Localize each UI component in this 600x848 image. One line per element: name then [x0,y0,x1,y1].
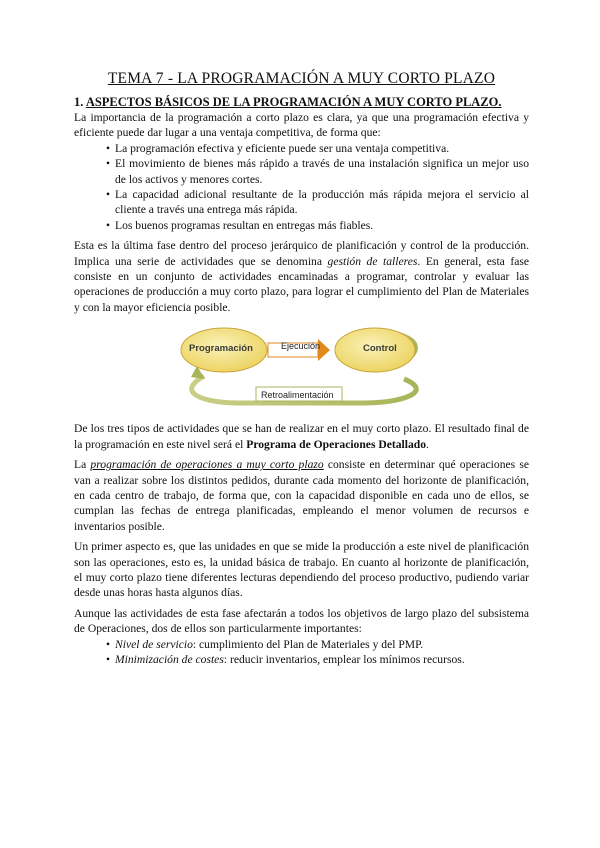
term-programacion-operaciones: programación de operaciones a muy corto plazo [90,458,324,472]
definition-paragraph [74,457,529,534]
activities-paragraph [74,421,529,452]
section-number: 1. [74,95,84,109]
text-run: La [74,458,91,472]
document-page [74,70,529,667]
text-run: De los tres tipos de actividades que se han de realizar en el muy corto plazo. El resultado final de la programación en este nivel será el [74,422,529,451]
objective-term: Minimización de costes [115,652,224,666]
section-title: ASPECTOS BÁSICOS DE LA PROGRAMACIÓN A MUY CORTO PLAZO. [85,95,502,109]
section-heading [74,95,529,110]
list-item: • Los buenos programas resultan en entregas más fiables. [106,218,529,233]
text-run: . En general, esta fase consiste en un conjunto de actividades encaminadas a programar, controlar y evaluar las operaciones de producción a muy corto plazo, para lograr el cumplimiento del Plan de Materiales y con la mayor eficiencia posible. [74,254,530,314]
units-paragraph: Un primer aspecto es, que las unidades en que se mide la producción a este nivel de planificación son las operaciones, esto es, la unidad básica de trabajo. En cuanto al horizonte de planificación, el muy corto plazo tiene diferentes lecturas dependiendo del proceso productivo, pudiendo variar desde unas horas hasta algunos días. [74,540,529,600]
list-item: • La programación efectiva y eficiente puede ser una ventaja competitiva. [106,141,529,156]
objectives-list [74,637,529,668]
list-item: • El movimiento de bienes más rápido a través de una instalación significa un mejor uso de los activos y menores cortes. [106,156,529,187]
text-run: consiste en determinar qué operaciones se van a realizar sobre los distintos pedidos, durante cada momento del horizonte de planificación, en cada centro de trabajo, de forma que, con la capacidad disponible en cada uno de ellos, se cumplan las fechas de entrega planificadas, empleando el menor volumen de recursos e inventarios posible. [74,458,529,533]
intro-paragraph: La importancia de la programación a corto plazo es clara, ya que una programación efectiva y eficiente puede dar lugar a una ventaja competitiva, de forma que: [74,111,529,140]
objective-text: : reducir inventarios, emplear los mínimos recursos. [223,652,465,666]
text-run: Esta es la última fase dentro del proceso jerárquico de planificación y control de la producción. Implica una serie de actividades que se denomina [74,239,529,268]
term-gestion-talleres: gestión de talleres [327,254,418,268]
text-run: . [426,437,429,451]
list-item [106,637,529,652]
shop-management-paragraph [74,238,529,315]
programming-control-diagram [74,321,529,407]
objectives-paragraph: Aunque las actividades de esta fase afectarán a todos los objetivos de largo plazo del subsistema de Operaciones, dos de ellos son particularmente importantes: [74,606,529,636]
retroalimentacion-label: Retroalimentación [261,390,334,401]
programacion-label: Programación [189,343,253,355]
ejecucion-label: Ejecución [281,341,321,352]
control-label: Control [363,343,397,355]
objective-text: : cumplimiento del Plan de Materiales y del PMP. [192,637,424,651]
advantages-list [74,141,529,233]
page-title: TEMA 7 - LA PROGRAMACIÓN A MUY CORTO PLAZO [107,70,496,87]
objective-term: Nivel de servicio [115,637,193,651]
programa-operaciones-term: Programa de Operaciones Detallado [246,437,427,451]
list-item: • La capacidad adicional resultante de la producción más rápida mejora el servicio al cliente a través una entrega más rápida. [106,187,529,218]
list-item [106,652,529,667]
